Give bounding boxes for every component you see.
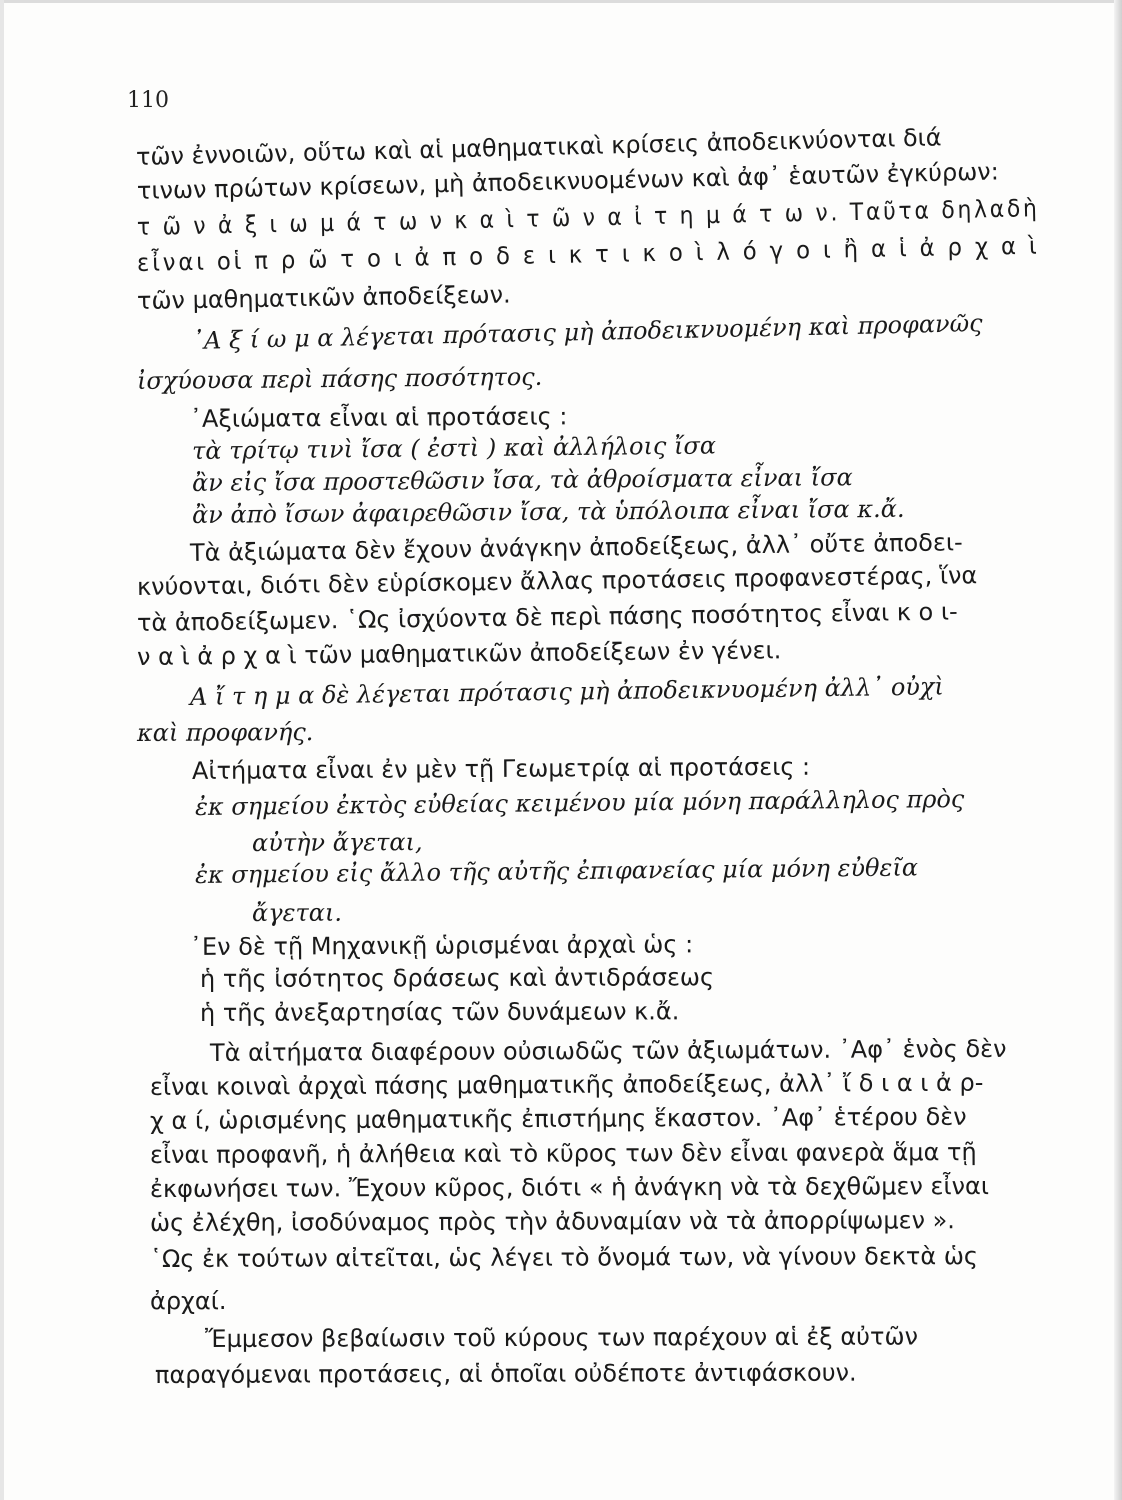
text-line-10: ἂν εἰς ἴσα προστεθῶσιν ἴσα, τὰ ἀθροίσματα εἶναι ἴσα [191, 463, 853, 497]
text-line-18: Αἰτήματα εἶναι ἐν μὲν τῇ Γεωμετρίᾳ αἱ προτάσεις : [191, 752, 811, 785]
text-line-32: ῾Ως ἐκ τούτων αἰτεῖται, ὡς λέγει τὸ ὄνομά των, νὰ γίνουν δεκτὰ ὡς [149, 1242, 979, 1273]
page-right-edge [1114, 0, 1122, 1500]
page-left-edge [0, 0, 4, 1500]
text-line-13: κνύονται, διότι δὲν εὑρίσκομεν ἄλλας προτάσεις προφανεστέρας, ἵνα [136, 561, 978, 601]
text-line-5: τῶν μαθηματικῶν ἀποδείξεων. [136, 280, 511, 315]
page-top-edge [0, 0, 1122, 3]
text-line-2: τινων πρώτων κρίσεων, μὴ ἀποδεικνυομένων καὶ ἀφ᾽ ἑαυτῶν ἐγκύρων: [136, 157, 1000, 205]
page-number: 110 [127, 88, 169, 113]
text-line-8: ᾿Αξιώματα εἶναι αἱ προτάσεις : [189, 402, 568, 433]
text-line-29: εἶναι προφανῆ, ἡ ἀλήθεια καὶ τὸ κῦρος των δὲν εἶναι φανερὰ ἅμα τῇ [149, 1138, 977, 1169]
text-line-22: ἄγεται. [251, 898, 343, 927]
text-line-19: ἐκ σημείου ἐκτὸς εὐθείας κειμένου μία μόνη παράλληλος πρὸς [194, 784, 965, 821]
text-line-12: Τὰ ἀξιώματα δὲν ἔχουν ἀνάγκην ἀποδείξεως, ἀλλ᾽ οὔτε ἀποδει- [189, 528, 963, 567]
text-line-35: παραγόμεναι προτάσεις, αἱ ὁποῖαι οὐδέποτε ἀντιφάσκουν. [154, 1358, 857, 1389]
text-line-11: ἂν ἀπὸ ἴσων ἀφαιρεθῶσιν ἴσα, τὰ ὑπόλοιπα εἶναι ἴσα κ.ἄ. [191, 494, 905, 529]
text-line-33: ἀρχαί. [150, 1287, 227, 1315]
text-line-1: τῶν ἐννοιῶν, οὕτω καὶ αἱ μαθηματικαὶ κρίσεις ἀποδεικνύονται διά [135, 123, 942, 171]
text-line-14: τὰ ἀποδείξωμεν. ῾Ως ἰσχύοντα δὲ περὶ πάσης ποσότητος εἶναι κ ο ι- [136, 597, 958, 637]
text-line-28: χ α ί, ὡρισμένης μαθηματικῆς ἐπιστήμης ἕκαστον. ᾿Αφ᾽ ἑτέρου δὲν [149, 1102, 967, 1135]
text-line-6: ᾿Α ξ ί ω μ α λέγεται πρότασις μὴ ἀποδεικνυομένη καὶ προφανῶς [191, 309, 983, 355]
text-line-17: καὶ προφανής. [136, 718, 314, 747]
text-line-24: ἡ τῆς ἰσότητος δράσεως καὶ ἀντιδράσεως [199, 963, 715, 993]
text-line-9: τὰ τρίτῳ τινὶ ἴσα ( ἐστὶ ) καὶ ἀλλήλοις ἴσα [191, 431, 717, 465]
text-line-23: ᾿Εν δὲ τῇ Μηχανικῇ ὡρισμέναι ἀρχαὶ ὡς : [189, 930, 694, 961]
text-line-3: τ ῶ ν ἀ ξ ι ω μ ά τ ω ν κ α ὶ τ ῶ ν α ἰ τ η μ ά τ ω ν. Ταῦτα δηλαδὴ [136, 194, 1040, 241]
text-line-27: εἶναι κοιναὶ ἀρχαὶ πάσης μαθηματικῆς ἀποδείξεως, ἀλλ᾽ ἴ δ ι α ι ἀ ρ- [149, 1068, 984, 1101]
text-line-15: ν α ὶ ἀ ρ χ α ὶ τῶν μαθηματικῶν ἀποδείξεων ἐν γένει. [136, 636, 782, 671]
text-line-25: ἡ τῆς ἀνεξαρτησίας τῶν δυνάμεων κ.ἄ. [199, 997, 680, 1027]
text-line-20: αὐτὴν ἄγεται, [251, 828, 423, 857]
text-line-34: Ἔμμεσον βεβαίωσιν τοῦ κύρους των παρέχουν αἱ ἐξ αὐτῶν [204, 1322, 919, 1353]
text-line-30: ἐκφωνήσει των. Ἔχουν κῦρος, διότι « ἡ ἀνάγκη νὰ τὰ δεχθῶμεν εἶναι [149, 1172, 990, 1203]
text-line-4: εἶναι οἱ π ρ ῶ τ ο ι ἀ π ο δ ε ι κ τ ι κ ο ὶ λ ό γ ο ι ἢ α ἱ ἀ ρ χ α ὶ [136, 231, 1040, 277]
text-line-31: ὡς ἐλέχθη, ἰσοδύναμος πρὸς τὴν ἀδυναμίαν νὰ τὰ ἀπορρίψωμεν ». [149, 1206, 955, 1237]
text-line-16: Α ἴ τ η μ α δὲ λέγεται πρότασις μὴ ἀποδεικνυομένη ἀλλ᾽ οὐχὶ [189, 672, 945, 711]
text-line-21: ἐκ σημείου εἰς ἄλλο τῆς αὐτῆς ἐπιφανείας μία μόνη εὐθεῖα [194, 853, 919, 889]
text-line-26: Τὰ αἰτήματα διαφέρουν οὐσιωδῶς τῶν ἀξιωμάτων. ᾿Αφ᾽ ἑνὸς δὲν [209, 1034, 1007, 1067]
text-line-7: ἰσχύουσα περὶ πάσης ποσότητος. [136, 362, 543, 395]
